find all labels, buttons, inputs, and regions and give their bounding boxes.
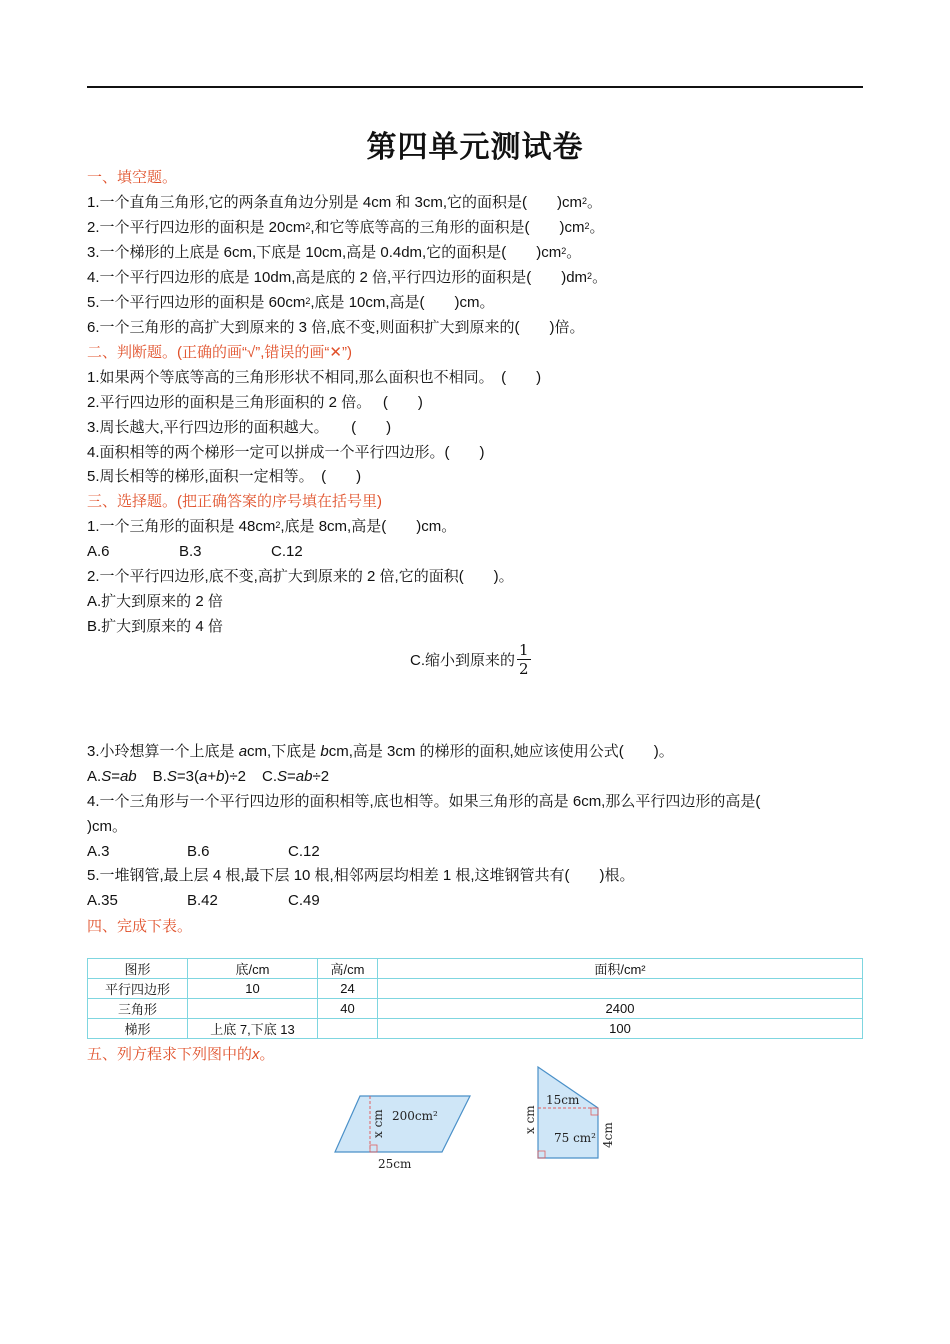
choice-options-5 <box>87 891 320 911</box>
table-cell <box>188 999 318 1019</box>
table-cell: 上底 7,下底 13 <box>188 1019 318 1039</box>
data-table <box>87 958 863 1039</box>
choice-question-3: 3.小玲想算一个上底是 acm,下底是 bcm,高是 3cm 的梯形的面积,她应该使用公式( )。 <box>87 743 674 760</box>
choice-question-1: 1.一个三角形的面积是 $48cm^2$,底是 8cm,高是( )cm。 <box>87 518 457 535</box>
option: A.35 <box>87 892 118 909</box>
table-header: 高/cm <box>318 959 378 979</box>
section-heading-equation: 五、列方程求下列图中的x。 <box>87 1046 275 1063</box>
section-heading-table: 四、完成下表。 <box>87 918 193 935</box>
table-cell: 24 <box>318 979 378 999</box>
table-cell: 10 <box>188 979 318 999</box>
choice-question-4-end: )cm。 <box>87 818 127 835</box>
fill-question-2: 2.一个平行四边形的面积是 $20cm^2$,和它等底等高的三角形的面积是( )$cm^2$。 <box>87 219 605 236</box>
judge-question-5: 5.周长相等的梯形,面积一定相等。 ( ) <box>87 468 362 485</box>
judge-question-2: 2.平行四边形的面积是三角形面积的 2 倍。 ( ) <box>87 394 423 411</box>
option: C.12 <box>288 843 320 860</box>
fill-question-4: 4.一个平行四边形的底是 10dm,高是底的 2 倍,平行四边形的面积是( )$dm^2$。 <box>87 269 608 286</box>
trap-top-label: 15cm <box>546 1093 580 1107</box>
choice-options-1 <box>87 542 303 562</box>
choice-question-2: 2.一个平行四边形,底不变,高扩大到原来的 2 倍,它的面积( )。 <box>87 568 514 585</box>
judge-question-1: 1.如果两个等底等高的三角形形状不相同,那么面积也不相同。 ( ) <box>87 369 542 386</box>
table-header: 图形 <box>88 959 188 979</box>
table-cell: 平行四边形 <box>88 979 188 999</box>
trap-right-label: 4cm <box>601 1122 615 1148</box>
table-cell <box>378 979 863 999</box>
judge-question-3: 3.周长越大,平行四边形的面积越大。 ( ) <box>87 419 392 436</box>
table-cell: 40 <box>318 999 378 1019</box>
choice-option-2c: C.缩小到原来的 1 2 <box>410 641 529 678</box>
parallelogram-shape <box>335 1096 470 1152</box>
option: B.42 <box>187 892 218 909</box>
option: C.49 <box>288 892 320 909</box>
judge-question-4: 4.面积相等的两个梯形一定可以拼成一个平行四边形。( ) <box>87 444 485 461</box>
table-cell: 三角形 <box>88 999 188 1019</box>
table-cell <box>318 1019 378 1039</box>
option: C.12 <box>271 543 303 560</box>
choice-question-4: 4.一个三角形与一个平行四边形的面积相等,底也相等。如果三角形的高是 6cm,那么平行四边形的高是( <box>87 793 761 810</box>
table-header: 面积/cm² <box>378 959 863 979</box>
table-header-row <box>88 959 863 979</box>
fill-question-3: 3.一个梯形的上底是 6cm,下底是 10cm,高是 0.4dm,它的面积是( )$cm^2$。 <box>87 244 582 261</box>
section-heading-choice: 三、选择题。(把正确答案的序号填在括号里) <box>87 493 382 510</box>
table-cell: 2400 <box>378 999 863 1019</box>
para-height-label: x cm <box>371 1109 385 1138</box>
fill-question-5: 5.一个平行四边形的面积是 $60cm^2$,底是 10cm,高是( )cm。 <box>87 294 495 311</box>
top-rule <box>87 86 863 88</box>
table-header: 底/cm <box>188 959 318 979</box>
parallelogram-figure <box>330 1090 480 1175</box>
para-base-label: 25cm <box>378 1157 412 1171</box>
fill-question-1: 1.一个直角三角形,它的两条直角边分别是 4cm 和 3cm,它的面积是( )$cm^2$。 <box>87 194 603 211</box>
option: A.6 <box>87 543 110 560</box>
table-row <box>88 1019 863 1039</box>
option: B.6 <box>187 843 210 860</box>
choice-option-2b: B.扩大到原来的 4 倍 <box>87 618 223 635</box>
page-title: 第四单元测试卷 <box>366 130 584 165</box>
trap-area-label: 75 cm² <box>554 1131 596 1145</box>
table-cell: 梯形 <box>88 1019 188 1039</box>
fraction: 1 2 <box>519 641 529 678</box>
section-heading-judge: 二、判断题。(正确的画“√”,错误的画“✕”) <box>87 344 352 361</box>
option: B.3 <box>179 543 202 560</box>
fill-question-6: 6.一个三角形的高扩大到原来的 3 倍,底不变,则面积扩大到原来的( )倍。 <box>87 319 585 336</box>
para-area-label: 200cm² <box>392 1109 438 1123</box>
table-row <box>88 979 863 999</box>
table-row <box>88 999 863 1019</box>
table-cell: 100 <box>378 1019 863 1039</box>
trapezoid-figure <box>520 1062 620 1167</box>
choice-question-5: 5.一堆钢管,最上层 4 根,最下层 10 根,相邻两层均相差 1 根,这堆钢管共有( )根。 <box>87 867 635 884</box>
trap-height-label: x cm <box>523 1105 537 1134</box>
choice-options-4 <box>87 842 320 862</box>
option: A.3 <box>87 843 110 860</box>
choice-options-3: A.S=ab B.S=3(a+b)÷2 C.S=ab÷2 <box>87 768 330 785</box>
choice-option-2a: A.扩大到原来的 2 倍 <box>87 593 223 610</box>
section-heading-fill: 一、填空题。 <box>87 169 178 186</box>
